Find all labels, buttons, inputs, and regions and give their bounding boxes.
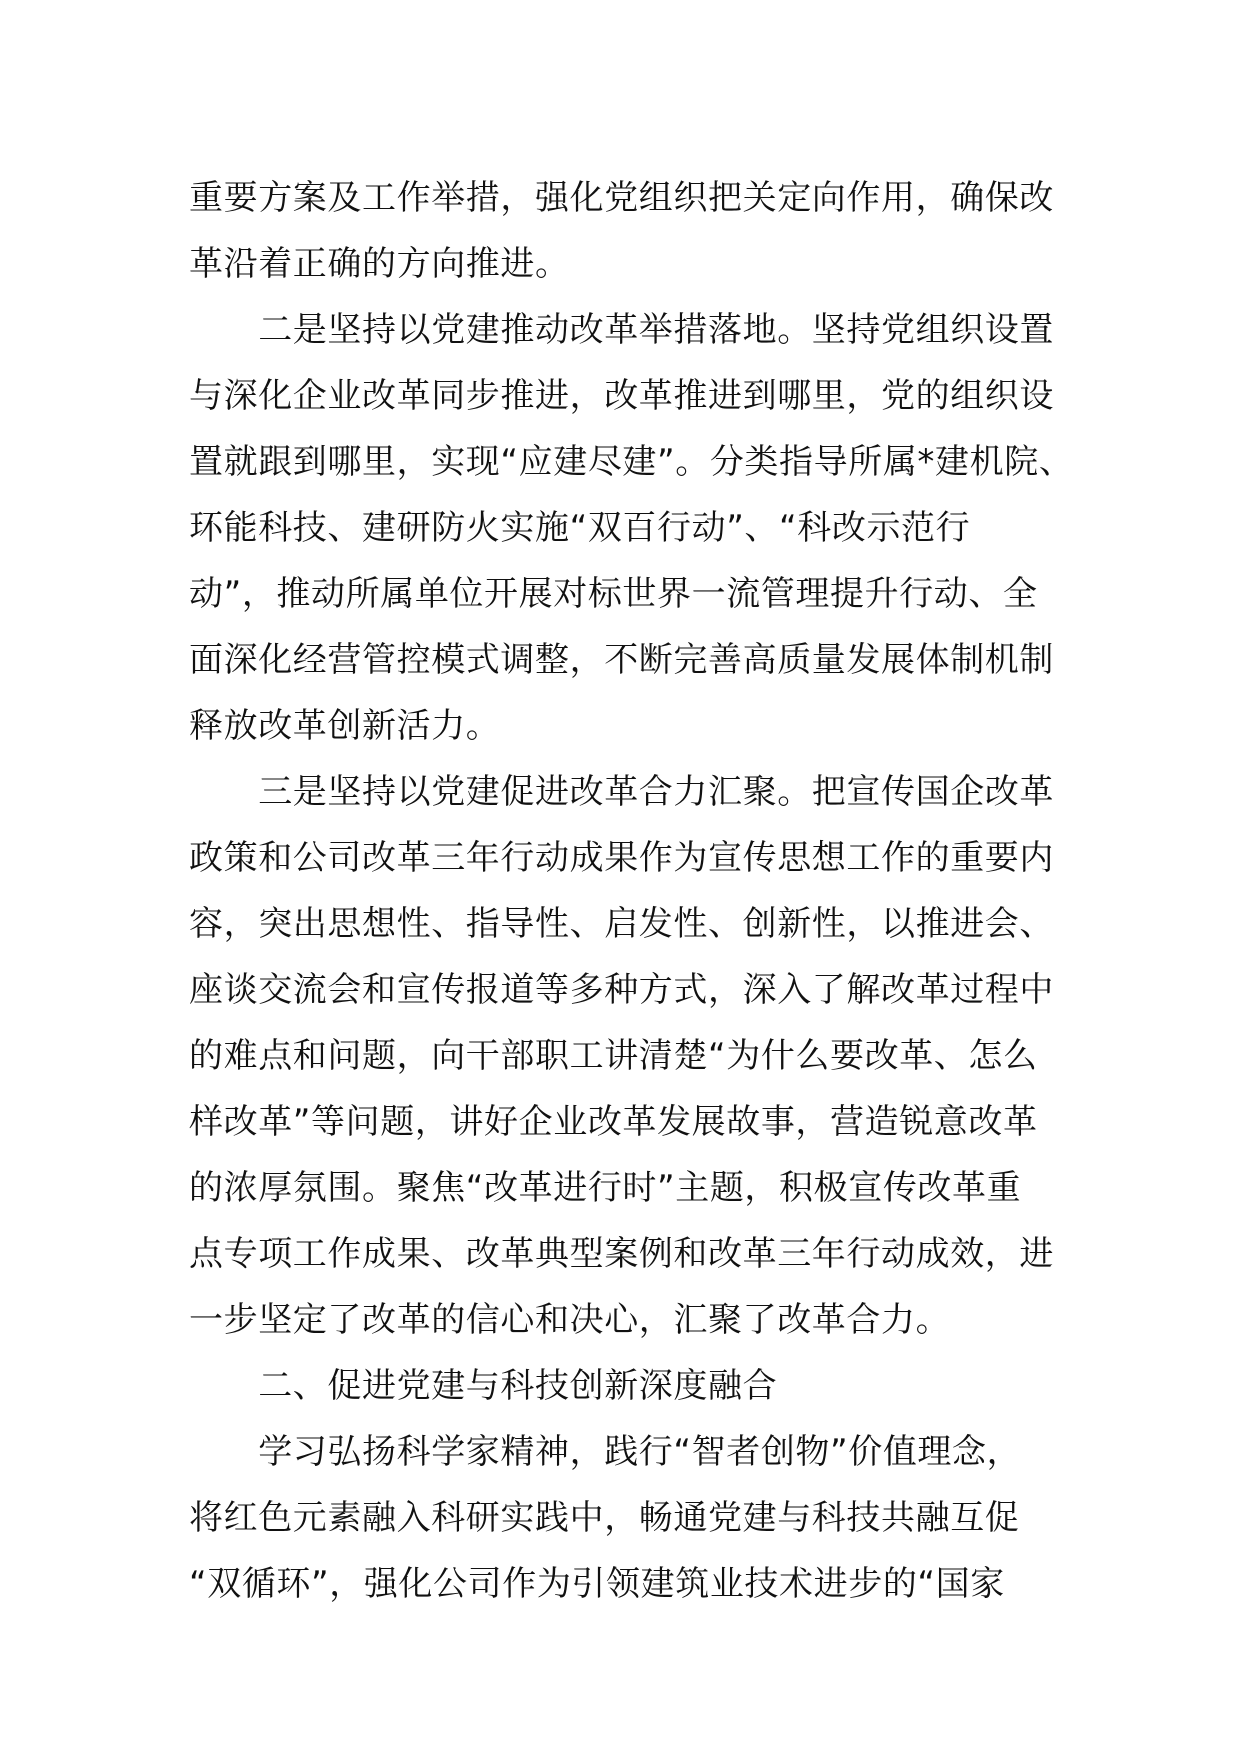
text-line: 点专项工作成果、改革典型案例和改革三年行动成效，进 <box>189 1234 1054 1274</box>
text-line: 释放改革创新活力。 <box>189 706 501 746</box>
text-line: 面深化经营管控模式调整，不断完善高质量发展体制机制 <box>189 640 1054 680</box>
text-line: 将红色元素融入科研实践中，畅通党建与科技共融互促 <box>189 1498 1020 1538</box>
text-line: 与深化企业改革同步推进，改革推进到哪里，党的组织设 <box>189 376 1054 416</box>
section-heading: 二、促进党建与科技创新深度融合 <box>189 1366 778 1406</box>
text-line: 动”，推动所属单位开展对标世界一流管理提升行动、全 <box>189 574 1038 614</box>
text-line: “双循环”，强化公司作为引领建筑业技术进步的“国家 <box>189 1564 1005 1604</box>
text-line: 置就跟到哪里，实现“应建尽建”。分类指导所属*建机院、 <box>189 442 1074 482</box>
text-line: 样改革”等问题，讲好企业改革发展故事，营造锐意改革 <box>189 1102 1038 1142</box>
text-line: 环能科技、建研防火实施“双百行动”、“科改示范行 <box>189 508 971 548</box>
text-line: 二是坚持以党建推动改革举措落地。坚持党组织设置 <box>189 310 1054 350</box>
text-line: 学习弘扬科学家精神，践行“智者创物”价值理念， <box>189 1432 1022 1472</box>
text-line: 三是坚持以党建促进改革合力汇聚。把宣传国企改革 <box>189 772 1054 812</box>
text-line: 的浓厚氛围。聚焦“改革进行时”主题，积极宣传改革重 <box>189 1168 1022 1208</box>
text-line: 一步坚定了改革的信心和决心，汇聚了改革合力。 <box>189 1300 951 1340</box>
document-body <box>189 165 1089 1617</box>
text-line: 革沿着正确的方向推进。 <box>189 244 570 284</box>
text-line: 政策和公司改革三年行动成果作为宣传思想工作的重要内 <box>189 838 1054 878</box>
text-line: 重要方案及工作举措，强化党组织把关定向作用，确保改 <box>189 178 1054 218</box>
text-line: 座谈交流会和宣传报道等多种方式，深入了解改革过程中 <box>189 970 1054 1010</box>
text-line: 容，突出思想性、指导性、启发性、创新性，以推进会、 <box>189 904 1054 944</box>
text-line: 的难点和问题，向干部职工讲清楚“为什么要改革、怎么 <box>189 1036 1038 1076</box>
